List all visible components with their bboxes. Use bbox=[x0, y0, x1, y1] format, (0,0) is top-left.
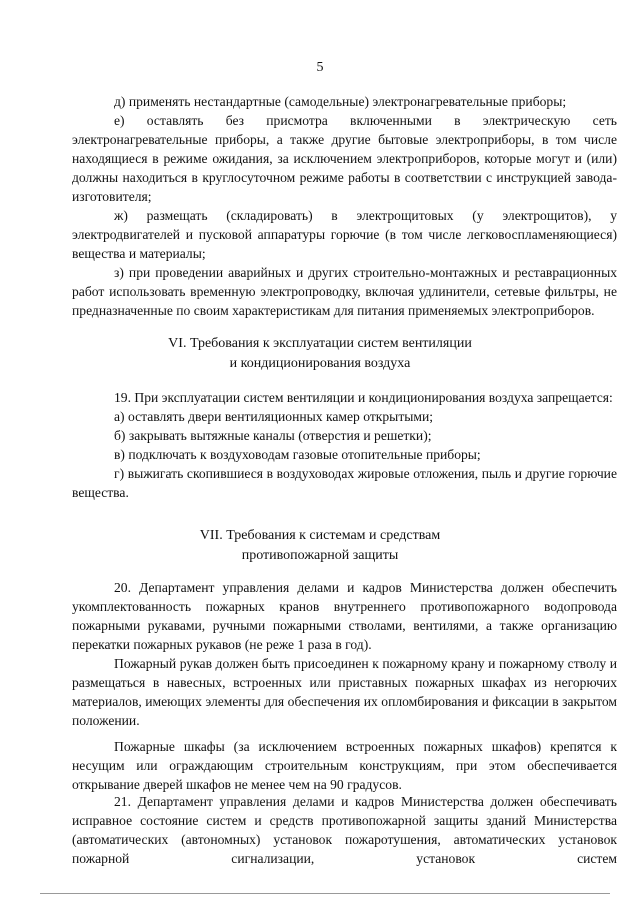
paragraph: 19. При эксплуатации систем вентиляции и кондиционирования воздуха запрещается: bbox=[114, 390, 613, 405]
list-item: д) применять нестандартные (самодельные) электронагревательные приборы; bbox=[114, 94, 567, 109]
item-20-part2 bbox=[72, 737, 617, 794]
list-items-electrical bbox=[72, 92, 617, 320]
item-19 bbox=[72, 388, 617, 502]
list-item: г) выжигать скопившиеся в воздуховодах жировые отложения, пыль и другие горючие вещества. bbox=[72, 466, 617, 500]
list-item: з) при проведении аварийных и других строительно-монтажных и реставрационных работ использовать временную электропроводку, включая удлинители, сетевые фильтры, не предназначенные по своим характеристикам для питания применяемых электроприборов. bbox=[72, 265, 617, 318]
list-item: а) оставлять двери вентиляционных камер открытыми; bbox=[114, 409, 434, 424]
section-heading-line: VI. Требования к эксплуатации систем вентиляции bbox=[168, 336, 472, 351]
paragraph: 21. Департамент управления делами и кадров Министерства должен обеспечивать исправное состояние систем и средств противопожарной защиты зданий Министерства (автоматических (автономных) установок пожаротушения, автоматических установок пожарной сигнализации, установок систем bbox=[72, 794, 617, 866]
section-heading-vii bbox=[0, 526, 640, 566]
section-heading-vi bbox=[0, 334, 640, 374]
page-number: 5 bbox=[316, 60, 324, 75]
paragraph: Пожарные шкафы (за исключением встроенных пожарных шкафов) крепятся к несущим или ограждающим строительным конструкциям, при этом обеспечивается открывание дверей шкафов не менее чем на 90 градусов. bbox=[72, 739, 617, 792]
page-bottom-edge bbox=[40, 893, 610, 894]
list-item: в) подключать к воздуховодам газовые отопительные приборы; bbox=[114, 447, 481, 462]
list-item: е) оставлять без присмотра включенными в электрическую сеть электронагревательные приборы, а также другие бытовые электроприборы, в том числе находящиеся в режиме ожидания, за исключением электроприборов, которые могут и (или) должны находиться в круглосуточном режиме работы в соответствии с инструкцией завода-изготовителя; bbox=[72, 113, 617, 204]
list-item: ж) размещать (складировать) в электрощитовых (у электрощитов), у электродвигателей и пусковой аппаратуры горючие (в том числе легковоспламеняющиеся) вещества и материалы; bbox=[72, 208, 617, 261]
section-heading-line: противопожарной защиты bbox=[241, 548, 399, 563]
section-heading-line: и кондиционирования воздуха bbox=[229, 356, 411, 371]
list-item: б) закрывать вытяжные каналы (отверстия и решетки); bbox=[114, 428, 432, 443]
section-heading-line: VII. Требования к системам и средствам bbox=[199, 528, 441, 543]
paragraph: 20. Департамент управления делами и кадров Министерства должен обеспечить укомплектованность пожарных кранов внутреннего противопожарного водопровода пожарными рукавами, ручными пожарными стволами, вентилями, а также организацию перекатки пожарных рукавов (не реже 1 раза в год). bbox=[72, 580, 617, 652]
item-21 bbox=[72, 792, 617, 868]
paragraph: Пожарный рукав должен быть присоединен к пожарному крану и пожарному стволу и размещаться в навесных, встроенных или приставных пожарных шкафах из негорючих материалов, имеющих элементы для обеспечения их опломбирования и фиксации в закрытом положении. bbox=[72, 656, 617, 728]
item-20-part1 bbox=[72, 578, 617, 730]
